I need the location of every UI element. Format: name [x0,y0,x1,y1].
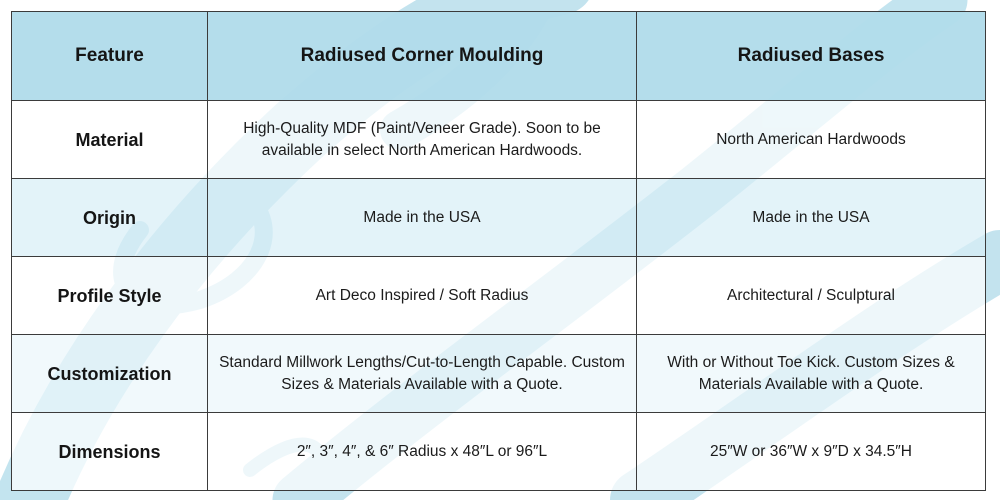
corner-moulding-cell: Standard Millwork Lengths/Cut-to-Length Capable. Custom Sizes & Materials Available with a Quote. [208,335,637,413]
table-row [12,101,986,179]
corner-moulding-cell: Art Deco Inspired / Soft Radius [208,257,637,335]
table-row [12,413,986,491]
corner-moulding-cell: 2″, 3″, 4″, & 6″ Radius x 48″L or 96″L [208,413,637,491]
table-row [12,257,986,335]
bases-cell: With or Without Toe Kick. Custom Sizes & Materials Available with a Quote. [637,335,986,413]
feature-cell: Customization [12,335,208,413]
bases-cell: 25″W or 36″W x 9″D x 34.5″H [637,413,986,491]
header-radiused-bases: Radiused Bases [637,12,986,101]
corner-moulding-cell: Made in the USA [208,179,637,257]
comparison-table-container [11,11,985,490]
feature-cell: Origin [12,179,208,257]
table-row [12,335,986,413]
feature-cell: Dimensions [12,413,208,491]
bases-cell: North American Hardwoods [637,101,986,179]
comparison-table [11,11,986,491]
table-header-row [12,12,986,101]
bases-cell: Made in the USA [637,179,986,257]
corner-moulding-cell: High-Quality MDF (Paint/Veneer Grade). Soon to be available in select North American Hardwoods. [208,101,637,179]
feature-cell: Profile Style [12,257,208,335]
header-feature: Feature [12,12,208,101]
header-radiused-corner-moulding: Radiused Corner Moulding [208,12,637,101]
table-row [12,179,986,257]
feature-cell: Material [12,101,208,179]
bases-cell: Architectural / Sculptural [637,257,986,335]
